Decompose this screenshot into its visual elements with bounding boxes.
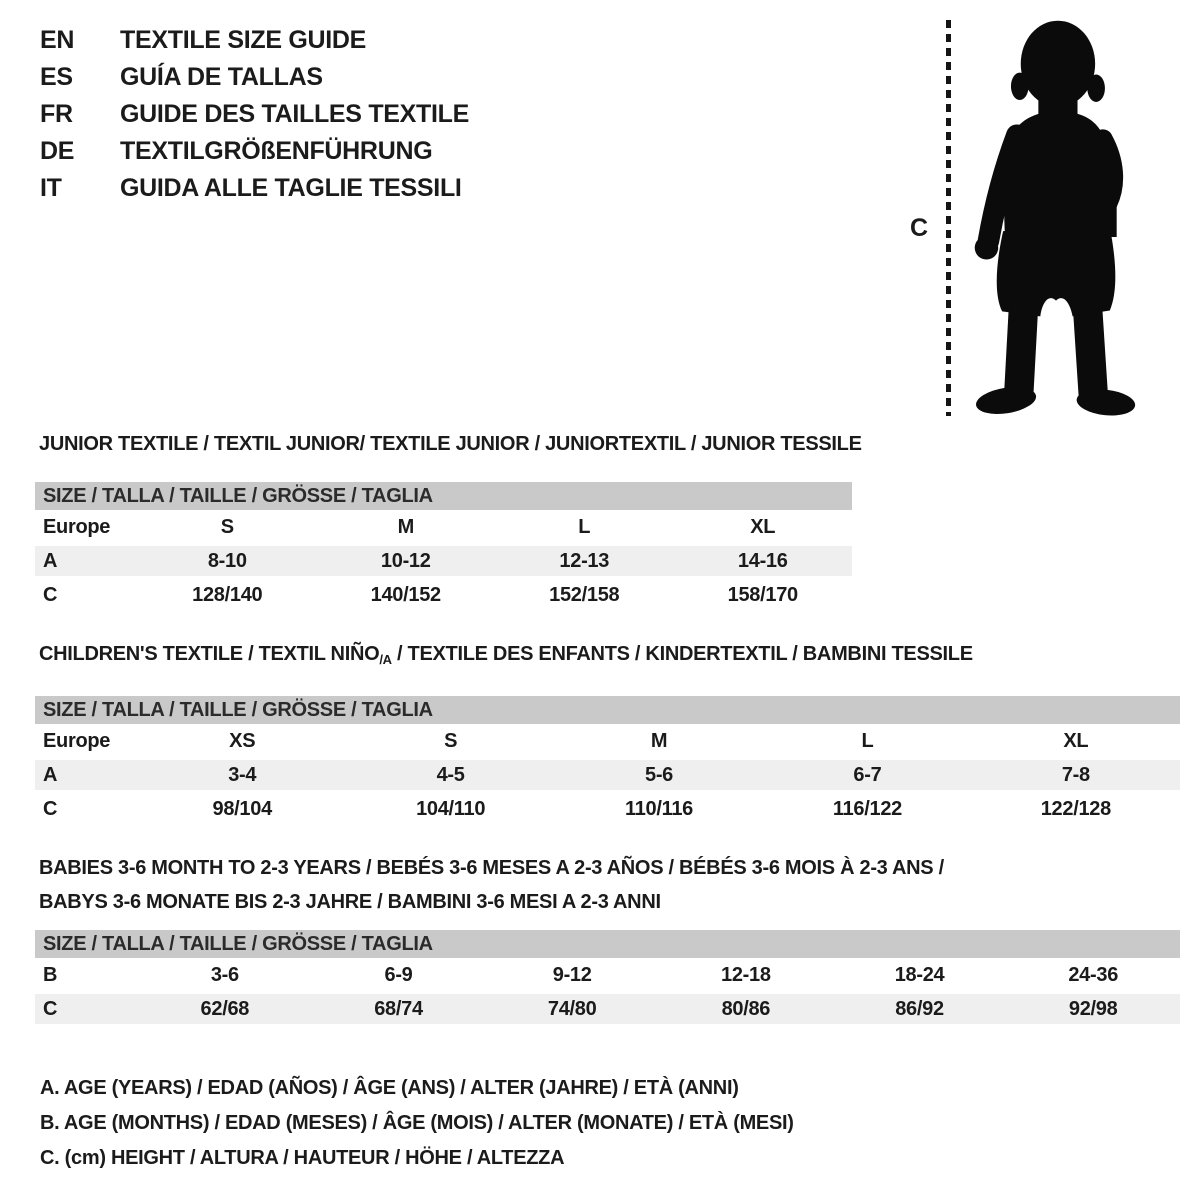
table-cell: XL xyxy=(1063,730,1089,752)
table-cell: S xyxy=(444,730,458,752)
table-row xyxy=(35,958,1180,992)
table-cell: 12-13 xyxy=(559,550,610,572)
legend-line-c: C. (cm) HEIGHT / ALTURA / HAUTEUR / HÖHE / ALTEZZA xyxy=(40,1147,565,1169)
table-cell: 18-24 xyxy=(894,964,945,986)
babies-size-table xyxy=(35,958,1180,1026)
height-measure-label: C xyxy=(910,214,928,242)
legend-line-a: A. AGE (YEARS) / EDAD (AÑOS) / ÂGE (ANS) / ALTER (JAHRE) / ETÀ (ANNI) xyxy=(40,1077,739,1099)
table-cell: 6-7 xyxy=(853,764,882,786)
language-row-en xyxy=(40,22,469,59)
table-cell: 3-4 xyxy=(228,764,257,786)
table-cell: M xyxy=(397,516,414,538)
table-cell: 116/122 xyxy=(832,798,902,820)
table-cell: 10-12 xyxy=(380,550,431,572)
table-cell: 12-18 xyxy=(721,964,771,986)
table-cell: XL xyxy=(750,516,776,538)
language-title: GUIDA ALLE TAGLIE TESSILI xyxy=(120,174,462,202)
table-row xyxy=(35,544,852,578)
babies-size-header-bar: SIZE / TALLA / TAILLE / GRÖSSE / TAGLIA xyxy=(35,930,1180,958)
junior-size-header-bar: SIZE / TALLA / TAILLE / GRÖSSE / TAGLIA xyxy=(35,482,852,510)
table-cell: 92/98 xyxy=(1068,998,1118,1020)
language-list xyxy=(40,22,469,207)
table-cell: 7-8 xyxy=(1061,764,1090,786)
table-row xyxy=(35,724,1180,758)
measurement-legend xyxy=(40,1071,794,1176)
babies-textile-section xyxy=(35,851,1180,1026)
table-cell: 9-12 xyxy=(552,964,592,986)
junior-textile-section xyxy=(35,432,862,612)
babies-title-line2: BABYS 3-6 MONATE BIS 2-3 JAHRE / BAMBINI 3-6 MESI A 2-3 ANNI xyxy=(39,891,661,913)
language-row-it xyxy=(40,170,469,207)
language-code: DE xyxy=(40,137,75,165)
table-cell: 152/158 xyxy=(549,584,620,606)
children-section-title xyxy=(35,642,1180,672)
table-cell: 80/86 xyxy=(721,998,771,1020)
table-row xyxy=(35,792,1180,826)
row-label: C xyxy=(43,798,58,820)
language-title: GUÍA DE TALLAS xyxy=(120,63,323,91)
table-cell: 128/140 xyxy=(192,584,263,606)
row-label: Europe xyxy=(43,516,111,538)
table-cell: XS xyxy=(229,730,256,752)
table-cell: 110/116 xyxy=(625,798,694,820)
babies-section-title xyxy=(35,851,1180,919)
language-title: TEXTILGRÖßENFÜHRUNG xyxy=(120,137,433,165)
children-textile-section xyxy=(35,642,1180,826)
row-label: C xyxy=(43,998,58,1020)
table-cell: 140/152 xyxy=(370,584,441,606)
table-cell: 158/170 xyxy=(727,584,798,606)
language-code: FR xyxy=(40,100,73,128)
table-row xyxy=(35,758,1180,792)
table-cell: 8-10 xyxy=(207,550,247,572)
children-size-table xyxy=(35,724,1180,826)
language-row-es xyxy=(40,59,469,96)
table-cell: 3-6 xyxy=(210,964,239,986)
table-cell: 62/68 xyxy=(200,998,250,1020)
table-cell: 14-16 xyxy=(737,550,788,572)
table-row xyxy=(35,510,852,544)
table-cell: L xyxy=(861,730,874,752)
table-cell: 86/92 xyxy=(895,998,944,1020)
row-label: B xyxy=(43,964,58,986)
language-row-fr xyxy=(40,96,469,133)
table-cell: 5-6 xyxy=(645,764,674,786)
language-title: GUIDE DES TAILLES TEXTILE xyxy=(120,100,470,128)
junior-section-title: JUNIOR TEXTILE / TEXTIL JUNIOR/ TEXTILE JUNIOR / JUNIORTEXTIL / JUNIOR TESSILE xyxy=(39,433,862,455)
row-label: A xyxy=(43,764,58,786)
children-size-header-bar: SIZE / TALLA / TAILLE / GRÖSSE / TAGLIA xyxy=(35,696,1180,724)
row-label: C xyxy=(43,584,58,606)
language-code: IT xyxy=(40,174,62,202)
children-title-sub: /A xyxy=(379,652,392,667)
table-row xyxy=(35,578,852,612)
table-cell: L xyxy=(578,516,591,538)
row-label: A xyxy=(43,550,58,572)
table-cell: 74/80 xyxy=(547,998,597,1020)
language-code: ES xyxy=(40,63,73,91)
child-silhouette-image xyxy=(962,8,1148,423)
table-cell: 24-36 xyxy=(1068,964,1119,986)
children-title-prefix: CHILDREN'S TEXTILE / TEXTIL NIÑO xyxy=(39,643,380,665)
language-title: TEXTILE SIZE GUIDE xyxy=(120,26,367,54)
junior-size-table xyxy=(35,510,852,612)
table-cell: 104/110 xyxy=(416,798,486,820)
table-cell: S xyxy=(220,516,234,538)
legend-line-b: B. AGE (MONTHS) / EDAD (MESES) / ÂGE (MOIS) / ALTER (MONATE) / ETÀ (MESI) xyxy=(40,1112,794,1134)
table-cell: M xyxy=(650,730,668,752)
children-title-suffix: / TEXTILE DES ENFANTS / KINDERTEXTIL / BAMBINI TESSILE xyxy=(391,643,973,665)
language-code: EN xyxy=(40,26,75,54)
table-row xyxy=(35,992,1180,1026)
table-cell: 68/74 xyxy=(374,998,423,1020)
table-cell: 122/128 xyxy=(1040,798,1111,820)
row-label: Europe xyxy=(43,730,111,752)
table-cell: 4-5 xyxy=(436,764,465,786)
language-row-de xyxy=(40,133,469,170)
height-dashed-line xyxy=(946,20,951,416)
table-cell: 98/104 xyxy=(212,798,272,820)
table-cell: 6-9 xyxy=(384,964,413,986)
babies-title-line1: BABIES 3-6 MONTH TO 2-3 YEARS / BEBÉS 3-6 MESES A 2-3 AÑOS / BÉBÉS 3-6 MOIS À 2-3 ANS / xyxy=(39,857,944,879)
